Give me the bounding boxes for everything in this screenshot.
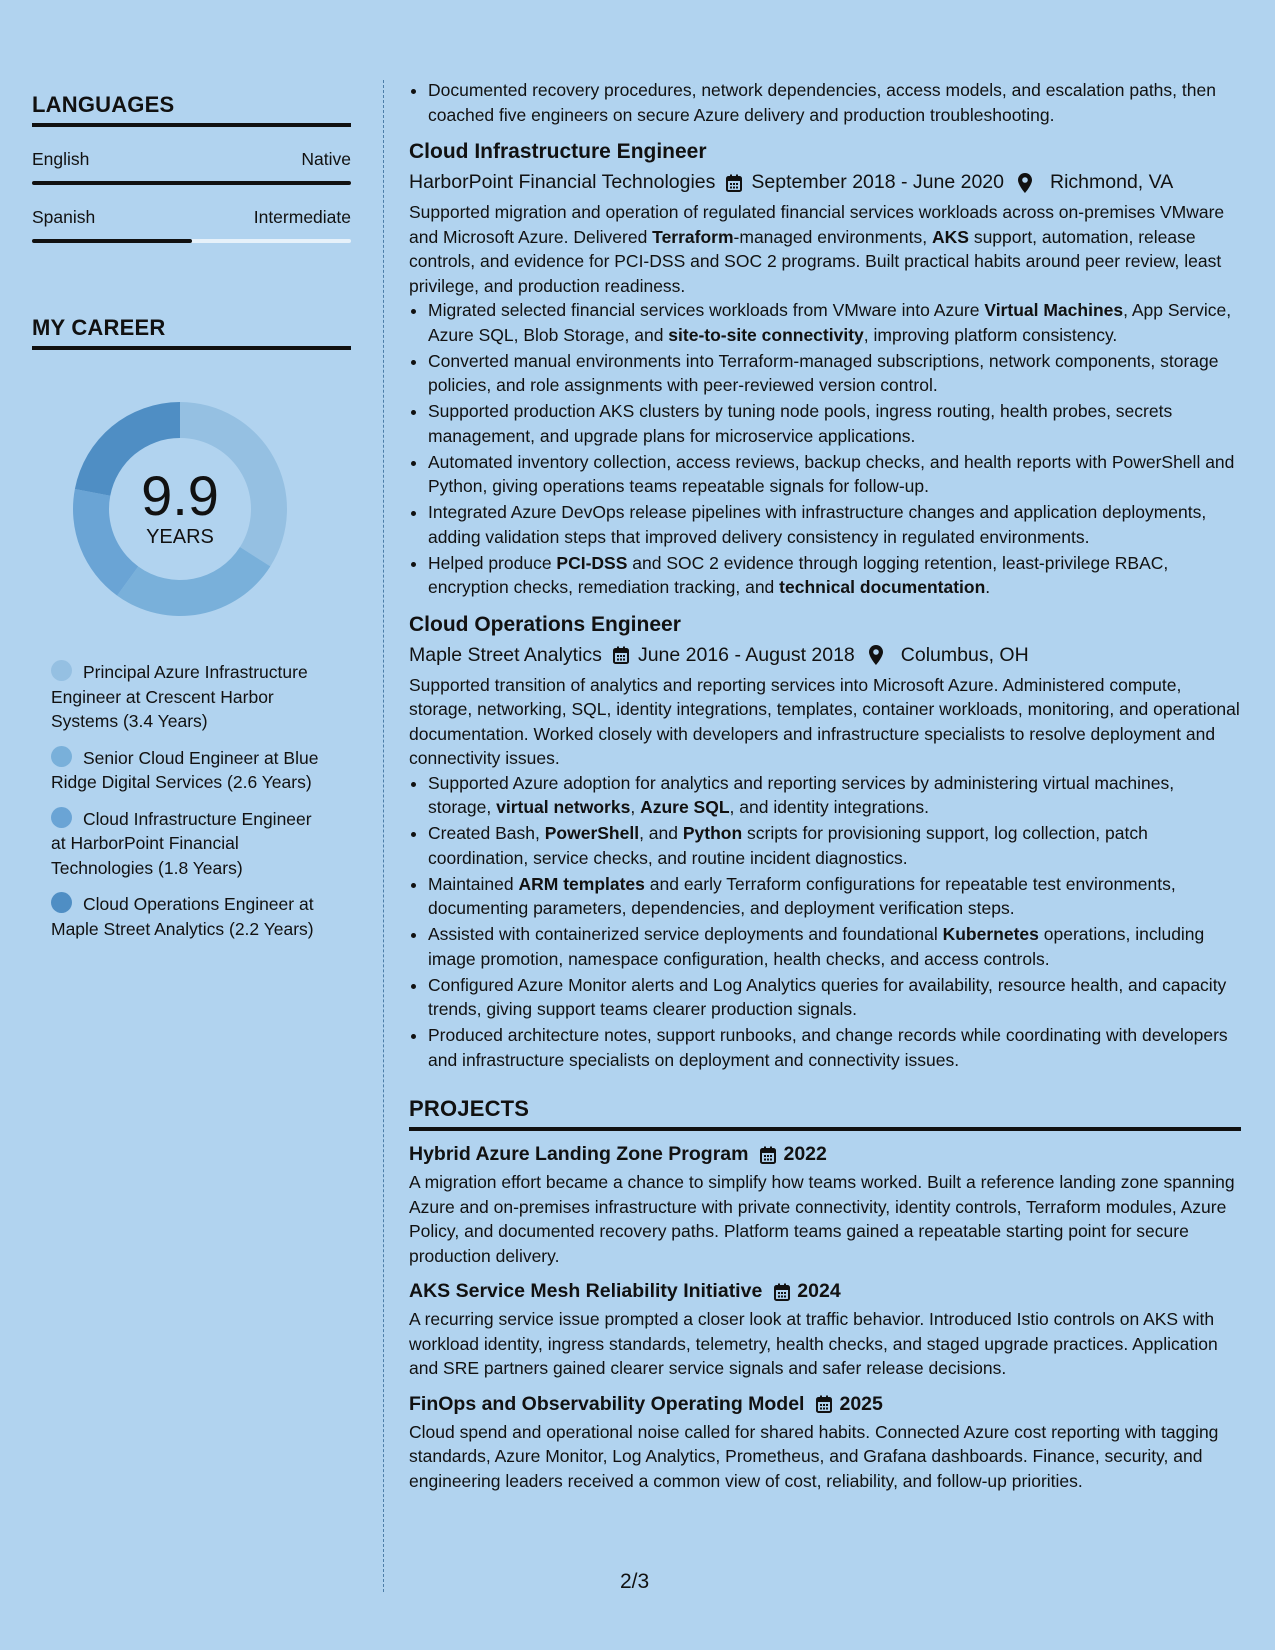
column-divider (383, 80, 384, 1592)
location-pin-icon (1018, 173, 1032, 193)
emphasis: virtual networks (496, 797, 631, 817)
job-summary: Supported transition of analytics and reporting services into Microsoft Azure. Administered compute, storage, networking, SQL, identity integrations, templates, container workloads, monitoring, and operational documentation. Worked closely with developers and infrastructure specialists to resolve deployment and connectivity issues. (409, 674, 1240, 768)
bullet-item: • Integrated Azure DevOps release pipelines with infrastructure changes and application deployments, adding validation steps that improved delivery consistency in regulated environments. (428, 500, 1241, 549)
language-item (32, 149, 351, 185)
calendar-icon (774, 1283, 790, 1301)
project-year: 2025 (839, 1392, 883, 1415)
legend-swatch (51, 807, 72, 828)
language-proficiency-fill (32, 181, 351, 185)
projects-heading: PROJECTS (409, 1096, 1241, 1131)
bullet-item: • Assisted with containerized service deployments and foundational Kubernetes operations, including image promotion, namespace configuration, health checks, and access controls. (428, 922, 1241, 971)
project-header (409, 1280, 1241, 1303)
project-header (409, 1393, 1241, 1416)
project-description: Cloud spend and operational noise called for shared habits. Connected Azure cost reporting with tagging standards, Azure Monitor, Log Analytics, Prometheus, and Grafana dashboards. Finance, security, and engineering leaders received a common view of cost, reliability, and follow-up priorities. (409, 1421, 1219, 1491)
legend-item (51, 660, 321, 734)
calendar-icon (760, 1146, 776, 1164)
donut-center (65, 464, 295, 549)
project-description: A migration effort became a chance to simplify how teams worked. Built a reference landing zone spanning Azure and on-premises infrastructure with private connectivity, identity controls, Terraform modules, Azure Policy, and documented recovery paths. Platform teams gained a repeatable starting point for secure production delivery. (409, 1172, 1235, 1266)
job-dates: June 2016 - August 2018 (637, 643, 855, 666)
legend-item (51, 746, 321, 795)
job-dates: September 2018 - June 2020 (751, 171, 1005, 193)
project-description: A recurring service issue prompted a closer look at traffic behavior. Introduced Istio controls on AKS with workload identity, ingress standards, telemetry, health checks, and staged upgrade practices. Application and SRE partners gained clearer service signals and safer release decisions. (409, 1309, 1218, 1378)
calendar-icon (816, 1395, 832, 1413)
emphasis: Python (682, 823, 743, 843)
emphasis: PCI-DSS (556, 552, 628, 573)
emphasis: PowerShell (544, 823, 640, 843)
legend-swatch (51, 660, 72, 681)
job-meta (409, 171, 1241, 194)
main-content (409, 78, 1241, 1493)
project-entry (409, 1393, 1241, 1494)
languages-heading: LANGUAGES (32, 92, 351, 127)
legend-label: Senior Cloud Engineer at Blue Ridge Digital Services (2.6 Years) (51, 747, 319, 792)
emphasis: AKS (932, 226, 969, 247)
job-location: Richmond, VA (1050, 171, 1174, 193)
project-entry (409, 1280, 1241, 1381)
career-legend (51, 660, 321, 941)
emphasis: Virtual Machines (984, 300, 1124, 320)
bullet-item: • Converted manual environments into Terraform-managed subscriptions, network components, storage policies, and role assignments with peer-reviewed version control. (428, 349, 1241, 398)
legend-label: Principal Azure Infrastructure Engineer at Crescent Harbor Systems (3.4 Years) (51, 662, 308, 731)
project-year: 2022 (783, 1143, 827, 1165)
emphasis: Terraform (652, 226, 734, 247)
project-name: Hybrid Azure Landing Zone Program (409, 1143, 749, 1165)
sidebar (32, 92, 351, 953)
language-proficiency-bar (32, 181, 351, 185)
project-entry (409, 1143, 1241, 1268)
calendar-icon (726, 174, 742, 192)
legend-swatch (51, 746, 72, 767)
carryover-bullet-list (409, 78, 1241, 127)
page-number: 2/3 (620, 1570, 650, 1593)
legend-label: Cloud Operations Engineer at Maple Street Analytics (2.2 Years) (51, 894, 314, 939)
project-header (409, 1143, 1241, 1166)
job-location: Columbus, OH (900, 643, 1029, 666)
bullet-item: • Maintained ARM templates and early Terraform configurations for repeatable test environments, documenting parameters, dependencies, and deployment verification steps. (428, 872, 1241, 921)
bullet-item: • Configured Azure Monitor alerts and Log Analytics queries for availability, resource health, and capacity trends, giving support teams clearer production signals. (428, 973, 1241, 1022)
job-company: HarborPoint Financial Technologies (409, 171, 716, 193)
bullet-item: • Documented recovery procedures, network dependencies, access models, and escalation paths, then coached five engineers on secure Azure delivery and production troubleshooting. (428, 78, 1241, 127)
job-entry (409, 140, 1241, 600)
bullet-item: • Migrated selected financial services workloads from VMware into Azure Virtual Machines, App Service, Azure SQL, Blob Storage, and site-to-site connectivity, improving platform consistency. (428, 298, 1241, 347)
job-title: Cloud Operations Engineer (409, 612, 681, 636)
job-bullets (409, 298, 1241, 600)
language-list (32, 149, 351, 243)
language-level: Native (301, 149, 351, 169)
language-level: Intermediate (253, 207, 351, 227)
location-pin-icon (869, 645, 883, 665)
language-proficiency-fill (32, 239, 192, 243)
job-meta (409, 644, 1241, 667)
career-donut-chart (65, 394, 295, 624)
job-summary: Supported migration and operation of regulated financial services workloads across on-premises VMware and Microsoft Azure. Delivered Terraform-managed environments, AKS support, automation, release controls, and evidence for PCI-DSS and SOC 2 programs. Built practical habits around peer review, least privilege, and production readiness. (409, 202, 1225, 296)
language-name: Spanish (32, 207, 96, 227)
legend-label: Cloud Infrastructure Engineer at HarborPoint Financial Technologies (1.8 Years) (51, 808, 312, 878)
project-name: AKS Service Mesh Reliability Initiative (409, 1280, 763, 1302)
emphasis: Kubernetes (942, 924, 1039, 944)
legend-item (51, 807, 321, 881)
job-title: Cloud Infrastructure Engineer (409, 140, 707, 163)
donut-slice (117, 547, 270, 616)
career-total-unit: YEARS (146, 526, 214, 548)
bullet-item: • Helped produce PCI-DSS and SOC 2 evidence through logging retention, least-privilege RBAC, encryption checks, remediation tracking, and technical documentation. (428, 551, 1241, 600)
bullet-item: • Supported Azure adoption for analytics and reporting services by administering virtual machines, storage, virtual networks, Azure SQL, and identity integrations. (428, 771, 1241, 820)
bullet-item: • Automated inventory collection, access reviews, backup checks, and health reports with PowerShell and Python, giving operations teams repeatable signals for follow-up. (428, 450, 1241, 499)
bullet-item: • Produced architecture notes, support runbooks, and change records while coordinating with developers and infrastructure specialists on deployment and connectivity issues. (428, 1023, 1241, 1072)
emphasis: technical documentation (779, 577, 986, 597)
career-heading: MY CAREER (32, 315, 351, 350)
emphasis: ARM templates (518, 873, 645, 894)
legend-item (51, 892, 321, 941)
bullet-item: • Supported production AKS clusters by tuning node pools, ingress routing, health probes, secrets management, and upgrade plans for microservice applications. (428, 399, 1241, 448)
project-year: 2024 (797, 1280, 841, 1302)
career-total-years: 9.9 (141, 464, 219, 527)
emphasis: Azure SQL (640, 797, 730, 817)
language-name: English (32, 149, 90, 169)
job-entry (409, 613, 1241, 1073)
legend-swatch (51, 892, 72, 913)
job-company: Maple Street Analytics (409, 643, 602, 666)
language-proficiency-bar (32, 239, 351, 243)
emphasis: site-to-site connectivity (668, 324, 864, 345)
job-bullets (409, 771, 1241, 1073)
language-item (32, 207, 351, 243)
bullet-item: • Created Bash, PowerShell, and Python scripts for provisioning support, log collection, patch coordination, service checks, and routine incident diagnostics. (428, 821, 1241, 870)
calendar-icon (613, 646, 629, 664)
project-name: FinOps and Observability Operating Model (409, 1392, 805, 1415)
